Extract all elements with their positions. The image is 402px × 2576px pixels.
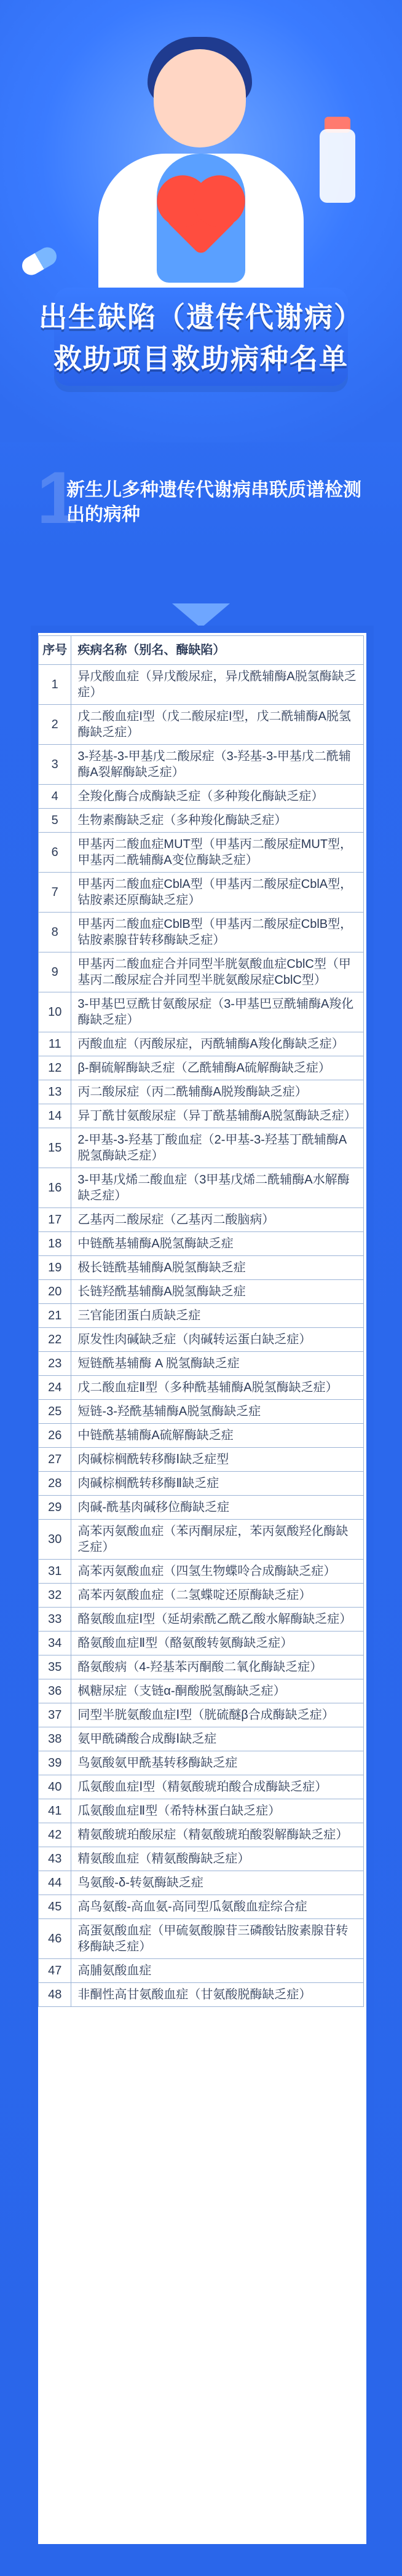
table-cell-index: 4 [39,785,71,809]
table-cell-index: 38 [39,1727,71,1751]
table-cell-disease-name: 瓜氨酸血症Ⅰ型（精氨酸琥珀酸合成酶缺乏症） [71,1775,364,1799]
table-cell-disease-name: 肉碱棕榈酰转移酶Ⅱ缺乏症 [71,1472,364,1496]
table-cell-index: 7 [39,873,71,913]
table-row [39,1608,364,1632]
chevron-down-icon [172,603,230,628]
table-cell-disease-name: 非酮性高甘氨酸血症（甘氨酸脱酶缺乏症） [71,1983,364,2007]
table-cell-disease-name: 中链酰基辅酶A脱氢酶缺乏症 [71,1232,364,1256]
table-row [39,1919,364,1959]
table-row [39,1232,364,1256]
table-cell-index: 32 [39,1584,71,1608]
table-row [39,665,364,705]
table-cell-index: 37 [39,1703,71,1727]
page-title-line-2: 救助项目救助病种名单 [53,343,349,375]
table-row [39,785,364,809]
table-cell-index: 19 [39,1256,71,1280]
table-row [39,1655,364,1679]
table-cell-index: 40 [39,1775,71,1799]
table-cell-index: 14 [39,1104,71,1128]
table-row [39,1056,364,1080]
table-cell-disease-name: 中链酰基辅酶A硫解酶缺乏症 [71,1424,364,1448]
table-row [39,1871,364,1895]
table-row [39,1208,364,1232]
table-row [39,1847,364,1871]
table-row [39,1560,364,1584]
table-cell-index: 30 [39,1520,71,1560]
table-cell-index: 27 [39,1448,71,1472]
table-cell-disease-name: 肉碱棕榈酰转移酶Ⅰ缺乏症型 [71,1448,364,1472]
table-cell-index: 29 [39,1496,71,1520]
table-cell-index: 39 [39,1751,71,1775]
section-title: 新生儿多种遗传代谢病串联质谱检测出的病种 [66,480,361,525]
table-row [39,1632,364,1655]
table-cell-disease-name: 高鸟氨酸-高血氨-高同型瓜氨酸血症综合症 [71,1895,364,1919]
table-cell-index: 11 [39,1032,71,1056]
table-cell-index: 43 [39,1847,71,1871]
table-cell-index: 42 [39,1823,71,1847]
table-cell-disease-name: 戊二酸血症Ⅱ型（多种酰基辅酶A脱氢酶缺乏症） [71,1376,364,1400]
table-cell-disease-name: 甲基丙二酸血症合并同型半胱氨酸血症CblC型（甲基丙二酸尿症合并同型半胱氨酸尿症CblC型） [71,952,364,992]
table-header-row [39,636,364,665]
table-header-disease-name: 疾病名称（别名、酶缺陷） [71,636,364,665]
table-cell-index: 15 [39,1128,71,1168]
table-cell-disease-name: 鸟氨酸氨甲酰基转移酶缺乏症 [71,1751,364,1775]
table-row [39,1256,364,1280]
table-cell-index: 17 [39,1208,71,1232]
section-number: 1 [37,457,78,539]
table-cell-disease-name: 枫糖尿症（支链α-酮酸脱氢酶缺乏症） [71,1679,364,1703]
table-cell-index: 44 [39,1871,71,1895]
table-row [39,1472,364,1496]
table-cell-index: 23 [39,1352,71,1376]
table-row [39,1584,364,1608]
table-cell-disease-name: 3-甲基巴豆酰甘氨酸尿症（3-甲基巴豆酰辅酶A羧化酶缺乏症） [71,992,364,1032]
table-cell-disease-name: 酪氨酸血症Ⅰ型（延胡索酰乙酰乙酸水解酶缺乏症） [71,1608,364,1632]
table-cell-disease-name: 2-甲基-3-羟基丁酸血症（2-甲基-3-羟基丁酰辅酶A脱氢酶缺乏症） [71,1128,364,1168]
table-cell-disease-name: 甲基丙二酸血症CblA型（甲基丙二酸尿症CblA型，钴胺素还原酶缺乏症） [71,873,364,913]
table-row [39,1959,364,1983]
table-row [39,1679,364,1703]
table-cell-disease-name: β-酮硫解酶缺乏症（乙酰辅酶A硫解酶缺乏症） [71,1056,364,1080]
table-cell-index: 25 [39,1400,71,1424]
table-cell-index: 20 [39,1280,71,1304]
table-cell-disease-name: 瓜氨酸血症Ⅱ型（希特林蛋白缺乏症） [71,1799,364,1823]
table-cell-index: 33 [39,1608,71,1632]
table-cell-disease-name: 高蛋氨酸血症（甲硫氨酸腺苷三磷酸钴胺素腺苷转移酶缺乏症） [71,1919,364,1959]
table-row [39,992,364,1032]
table-cell-index: 36 [39,1679,71,1703]
table-row [39,1328,364,1352]
table-row [39,1496,364,1520]
table-cell-index: 13 [39,1080,71,1104]
table-cell-index: 28 [39,1472,71,1496]
table-cell-index: 3 [39,745,71,785]
table-cell-disease-name: 异戊酸血症（异戊酸尿症，异戊酰辅酶A脱氢酶缺乏症） [71,665,364,705]
table-cell-index: 12 [39,1056,71,1080]
table-row [39,705,364,745]
table-cell-disease-name: 戊二酸血症I型（戊二酸尿症I型，戊二酰辅酶A脱氢酶缺乏症） [71,705,364,745]
table-cell-disease-name: 生物素酶缺乏症（多种羧化酶缺乏症） [71,809,364,833]
table-row [39,1168,364,1208]
table-cell-disease-name: 异丁酰甘氨酸尿症（异丁酰基辅酶A脱氢酶缺乏症） [71,1104,364,1128]
table-cell-disease-name: 高脯氨酸血症 [71,1959,364,1983]
table-row [39,1799,364,1823]
table-cell-disease-name: 甲基丙二酸血症CblB型（甲基丙二酸尿症CblB型，钴胺素腺苷转移酶缺乏症） [71,913,364,952]
table-header-index: 序号 [39,636,71,665]
table-cell-disease-name: 3-羟基-3-甲基戊二酸尿症（3-羟基-3-甲基戊二酰辅酶A裂解酶缺乏症） [71,745,364,785]
table-cell-index: 5 [39,809,71,833]
medicine-bottle-icon [320,129,355,203]
table-row [39,1823,364,1847]
table-row [39,833,364,873]
table-cell-disease-name: 长链羟酰基辅酶A脱氢酶缺乏症 [71,1280,364,1304]
table-cell-index: 2 [39,705,71,745]
table-row [39,1032,364,1056]
table-cell-index: 31 [39,1560,71,1584]
table-row [39,1895,364,1919]
table-cell-index: 9 [39,952,71,992]
table-row [39,873,364,913]
table-row [39,1080,364,1104]
table-cell-disease-name: 高苯丙氨酸血症（苯丙酮尿症，苯丙氨酸羟化酶缺乏症） [71,1520,364,1560]
table-row [39,1376,364,1400]
section-header [31,457,371,557]
table-row [39,1304,364,1328]
table-cell-index: 47 [39,1959,71,1983]
table-row [39,1448,364,1472]
table-row [39,1424,364,1448]
disease-table [38,635,364,2007]
table-cell-disease-name: 乙基丙二酸尿症（乙基丙二酸脑病） [71,1208,364,1232]
table-cell-disease-name: 高苯丙氨酸血症（二氢蝶啶还原酶缺乏症） [71,1584,364,1608]
table-row [39,1352,364,1376]
table-row [39,1400,364,1424]
table-cell-disease-name: 精氨酸血症（精氨酸酶缺乏症） [71,1847,364,1871]
page-title-line-1: 出生缺陷（遗传代谢病） [39,301,363,333]
table-cell-index: 10 [39,992,71,1032]
table-cell-index: 18 [39,1232,71,1256]
table-cell-disease-name: 同型半胱氨酸血症Ⅰ型（胱硫醚β合成酶缺乏症） [71,1703,364,1727]
table-cell-disease-name: 精氨酸琥珀酸尿症（精氨酸琥珀酸裂解酶缺乏症） [71,1823,364,1847]
table-row [39,745,364,785]
table-cell-disease-name: 全羧化酶合成酶缺乏症（多种羧化酶缺乏症） [71,785,364,809]
table-cell-index: 26 [39,1424,71,1448]
table-cell-disease-name: 肉碱-酰基肉碱移位酶缺乏症 [71,1496,364,1520]
table-row [39,1751,364,1775]
table-cell-disease-name: 3-甲基戊烯二酸血症（3甲基戊烯二酰辅酶A水解酶缺乏症） [71,1168,364,1208]
table-cell-index: 45 [39,1895,71,1919]
table-cell-disease-name: 极长链酰基辅酶A脱氢酶缺乏症 [71,1256,364,1280]
table-cell-index: 34 [39,1632,71,1655]
table-cell-index: 16 [39,1168,71,1208]
table-row [39,1775,364,1799]
table-row [39,1727,364,1751]
table-row [39,913,364,952]
table-cell-index: 8 [39,913,71,952]
table-cell-disease-name: 酪氨酸病（4-羟基苯丙酮酸二氧化酶缺乏症） [71,1655,364,1679]
table-body [39,665,364,2007]
table-cell-disease-name: 酪氨酸血症Ⅱ型（酪氨酸转氨酶缺乏症） [71,1632,364,1655]
table-cell-index: 22 [39,1328,71,1352]
table-cell-index: 48 [39,1983,71,2007]
table-row [39,809,364,833]
table-cell-disease-name: 鸟氨酸-δ-转氨酶缺乏症 [71,1871,364,1895]
table-cell-disease-name: 高苯丙氨酸血症（四氢生物蝶呤合成酶缺乏症） [71,1560,364,1584]
table-row [39,952,364,992]
table-row [39,1104,364,1128]
hero-banner [0,0,402,442]
table-cell-index: 41 [39,1799,71,1823]
table-row [39,1520,364,1560]
table-cell-index: 21 [39,1304,71,1328]
table-cell-index: 1 [39,665,71,705]
table-cell-disease-name: 氨甲酰磷酸合成酶Ⅰ缺乏症 [71,1727,364,1751]
table-cell-disease-name: 丙二酸尿症（丙二酰辅酶A脱羧酶缺乏症） [71,1080,364,1104]
table-cell-disease-name: 甲基丙二酸血症MUT型（甲基丙二酸尿症MUT型，甲基丙二酰辅酶A变位酶缺乏症） [71,833,364,873]
table-cell-disease-name: 原发性肉碱缺乏症（肉碱转运蛋白缺乏症） [71,1328,364,1352]
doctor-head [154,49,246,147]
table-row [39,1703,364,1727]
table-row [39,1128,364,1168]
table-cell-disease-name: 短链-3-羟酰基辅酶A脱氢酶缺乏症 [71,1400,364,1424]
table-cell-disease-name: 短链酰基辅酶 A 脱氢酶缺乏症 [71,1352,364,1376]
table-cell-disease-name: 三官能团蛋白质缺乏症 [71,1304,364,1328]
table-cell-index: 35 [39,1655,71,1679]
table-cell-index: 24 [39,1376,71,1400]
table-row [39,1983,364,2007]
table-row [39,1280,364,1304]
table-cell-index: 46 [39,1919,71,1959]
table-cell-index: 6 [39,833,71,873]
table-cell-disease-name: 丙酸血症（丙酸尿症，丙酰辅酶A羧化酶缺乏症） [71,1032,364,1056]
